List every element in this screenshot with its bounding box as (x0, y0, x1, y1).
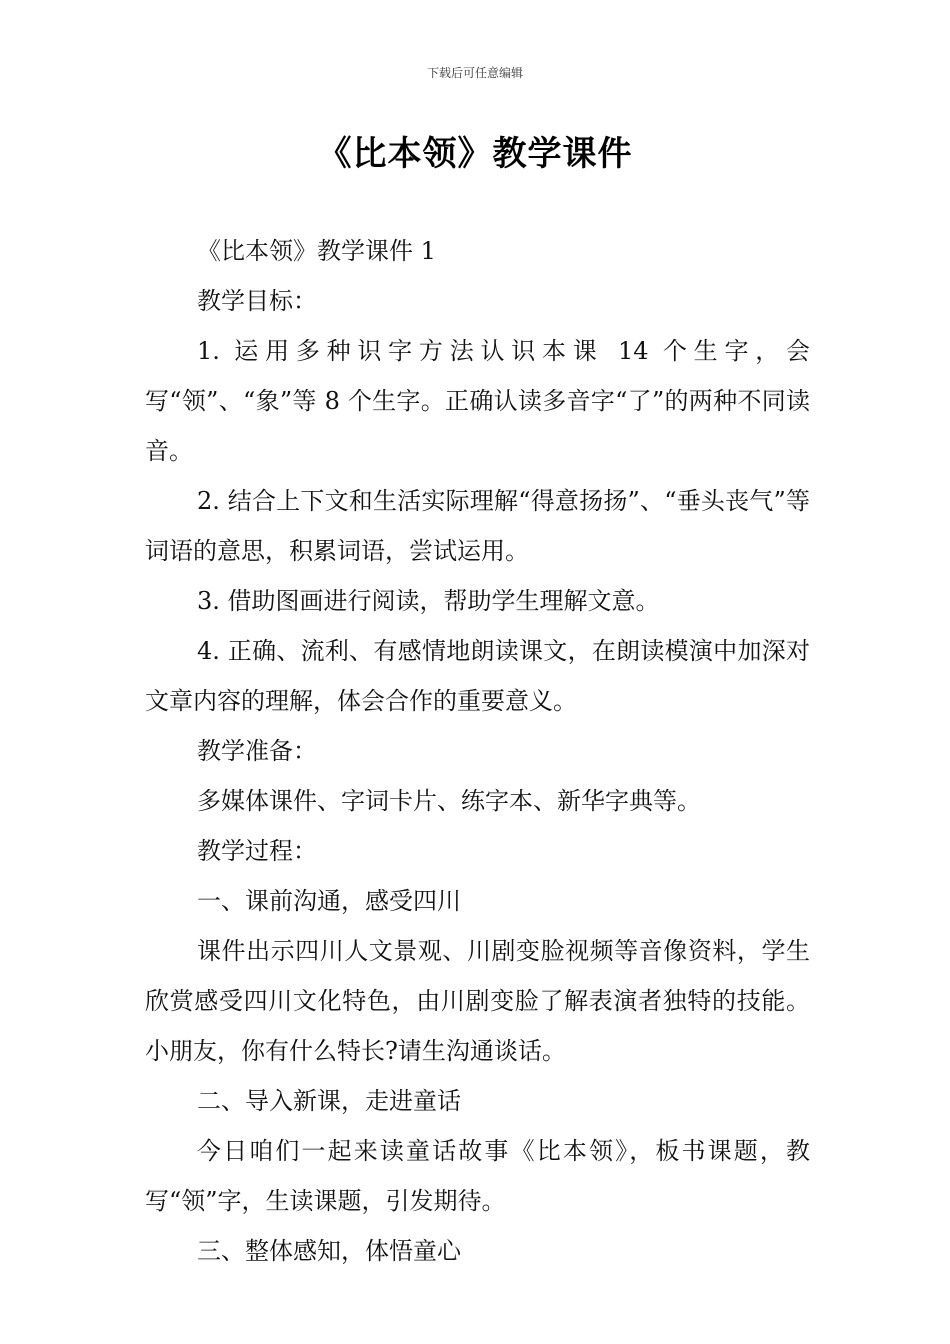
paragraph-goal-1: 1. 运用多种识字方法认识本课 14 个生字，会写“领”、“象”等 8 个生字。正确认读多音字“了”的两种不同读音。 (145, 337, 810, 465)
paragraph-section-1-body: 课件出示四川人文景观、川剧变脸视频等音像资料，学生欣赏感受四川文化特色，由川剧变脸了解表演者独特的技能。小朋友，你有什么特长?请生沟通谈话。 (145, 937, 810, 1065)
paragraph-section-2: 二、导入新课，走进童话 (197, 1087, 461, 1115)
document-title: 《比本领》教学课件 (317, 134, 633, 174)
paragraph-process-heading: 教学过程： (197, 837, 317, 865)
document-body (145, 226, 810, 1276)
paragraph-prep: 多媒体课件、字词卡片、练字本、新华字典等。 (197, 787, 701, 815)
paragraph-section-3: 三、整体感知，体悟童心 (197, 1237, 461, 1265)
paragraph-subtitle: 《比本领》教学课件 1 (197, 237, 436, 265)
paragraph-section-2-body: 今日咱们一起来读童话故事《比本领》，板书课题，教写“领”字，生读课题，引发期待。 (145, 1137, 810, 1215)
paragraph-goals-heading: 教学目标： (197, 287, 317, 315)
paragraph-prep-heading: 教学准备： (197, 737, 317, 765)
page-header: 下载后可任意编辑 (426, 66, 523, 80)
paragraph-goal-4: 4. 正确、流利、有感情地朗读课文，在朗读模演中加深对文章内容的理解，体会合作的重要意义。 (145, 637, 810, 715)
paragraph-goal-3: 3. 借助图画进行阅读，帮助学生理解文意。 (197, 587, 660, 615)
paragraph-section-1: 一、课前沟通，感受四川 (197, 887, 461, 915)
paragraph-goal-2: 2. 结合上下文和生活实际理解“得意扬扬”、“垂头丧气”等词语的意思，积累词语，尝试运用。 (145, 487, 810, 565)
